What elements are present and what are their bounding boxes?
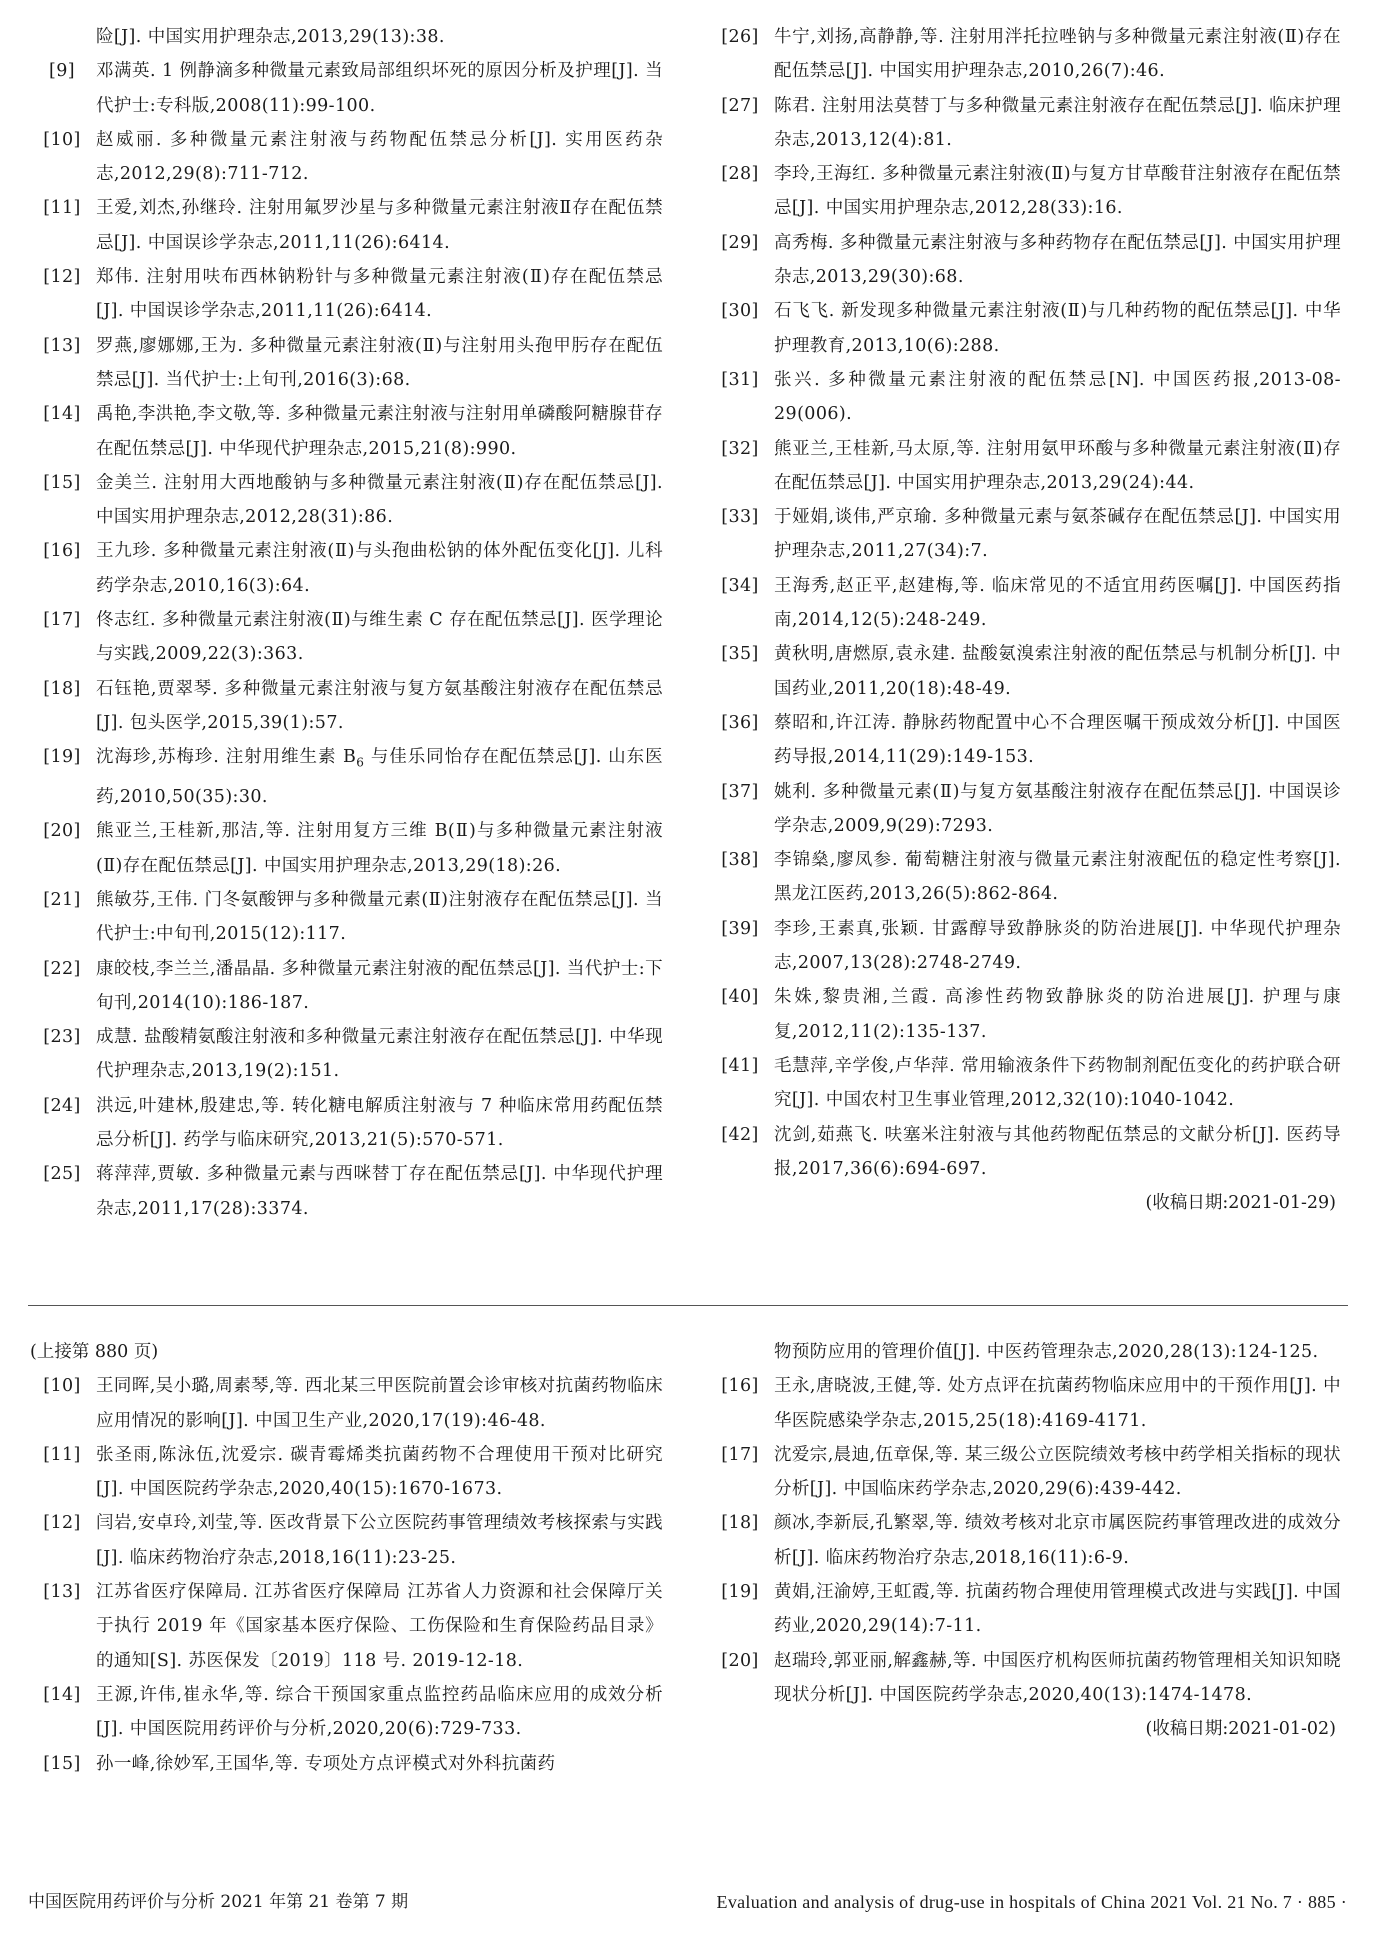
reference-item: [28, 1157, 663, 1226]
reference-item: [28, 952, 663, 1021]
reference-number: [34]: [721, 575, 759, 596]
reference-item: [706, 775, 1341, 844]
section-divider: [28, 1305, 1348, 1306]
reference-text: 熊亚兰,王桂新,马太原,等. 注射用氨甲环酸与多种微量元素注射液(Ⅱ)存在配伍禁忌[J]. 中国实用护理杂志,2013,29(24):44.: [774, 438, 1341, 493]
reference-text: 沈爱宗,晨迪,伍章保,等. 某三级公立医院绩效考核中药学相关指标的现状分析[J]. 中国临床药学杂志,2020,29(6):439-442.: [774, 1444, 1341, 1500]
reference-text: 石钰艳,贾翠琴. 多种微量元素注射液与复方氨基酸注射液存在配伍禁忌[J]. 包头医学,2015,39(1):57.: [96, 678, 663, 733]
reference-number: [21]: [43, 889, 81, 910]
reference-text: 蔡昭和,许江涛. 静脉药物配置中心不合理医嘱干预成效分析[J]. 中国医药导报,2014,11(29):149-153.: [774, 712, 1341, 768]
reference-number: [22]: [43, 958, 81, 979]
reference-number: [31]: [721, 369, 759, 390]
reference-item: [28, 260, 663, 329]
reference-text: 郑伟. 注射用呋布西林钠粉针与多种微量元素注射液(Ⅱ)存在配伍禁忌[J]. 中国误诊学杂志,2011,11(26):6414.: [96, 267, 663, 322]
reference-text: 王永,唐晓波,王健,等. 处方点评在抗菌药物临床应用中的干预作用[J]. 中华医院感染学杂志,2015,25(18):4169-4171.: [774, 1376, 1341, 1431]
reference-number: [14]: [43, 404, 81, 425]
reference-text: 赵威丽. 多种微量元素注射液与药物配伍禁忌分析[J]. 实用医药杂志,2012,29(8):711-712.: [96, 129, 663, 185]
reference-item: [28, 397, 663, 466]
reference-text: 闫岩,安卓玲,刘莹,等. 医改背景下公立医院药事管理绩效考核探索与实践[J]. 临床药物治疗杂志,2018,16(11):23-25.: [96, 1513, 663, 1568]
reference-text: 王源,许伟,崔永华,等. 综合干预国家重点监控药品临床应用的成效分析[J]. 中国医院用药评价与分析,2020,20(6):729-733.: [96, 1684, 663, 1740]
reference-number: [32]: [721, 438, 759, 459]
reference-item: [706, 912, 1341, 981]
bottom-left-column: [28, 1335, 663, 1781]
reference-text: 石飞飞. 新发现多种微量元素注射液(Ⅱ)与几种药物的配伍禁忌[J]. 中华护理教育,2013,10(6):288.: [774, 301, 1341, 356]
reference-text: 陈君. 注射用法莫替丁与多种微量元素注射液存在配伍禁忌[J]. 临床护理杂志,2013,12(4):81.: [774, 95, 1341, 150]
reference-number: [35]: [721, 644, 759, 665]
reference-text: 张兴. 多种微量元素注射液的配伍禁忌[N]. 中国医药报,2013-08-29(006).: [774, 369, 1341, 425]
reference-item: [706, 1438, 1341, 1507]
reference-number: [12]: [43, 1513, 81, 1534]
reference-number: [11]: [43, 198, 81, 219]
reference-text: 李锦燊,廖凤参. 葡萄糖注射液与微量元素注射液配伍的稳定性考察[J]. 黑龙江医药,2013,26(5):862-864.: [774, 850, 1341, 905]
reference-item: [28, 603, 663, 672]
received-date: (收稿日期:2021-01-02): [1145, 1719, 1336, 1740]
reference-item: [706, 432, 1341, 501]
reference-list: [28, 54, 663, 1226]
reference-text: 熊敏芬,王伟. 门冬氨酸钾与多种微量元素(Ⅱ)注射液存在配伍禁忌[J]. 当代护士:中旬刊,2015(12):117.: [96, 889, 663, 945]
reference-text: 康皎枝,李兰兰,潘晶晶. 多种微量元素注射液的配伍禁忌[J]. 当代护士:下旬刊,2014(10):186-187.: [96, 958, 663, 1013]
reference-number: [38]: [721, 850, 759, 871]
reference-text: 黄秋明,唐燃原,袁永建. 盐酸氨溴索注射液的配伍禁忌与机制分析[J]. 中国药业,2011,20(18):48-49.: [774, 644, 1341, 699]
reference-item: [28, 123, 663, 192]
reference-number: [20]: [43, 821, 81, 842]
reference-number: [10]: [43, 129, 81, 150]
reference-item: [706, 980, 1341, 1049]
reference-number: [23]: [43, 1027, 81, 1048]
top-left-column: [28, 20, 663, 1226]
reference-text: 赵瑞玲,郭亚丽,解鑫赫,等. 中国医疗机构医师抗菌药物管理相关知识知晓现状分析[J]. 中国医院药学杂志,2020,40(13):1474-1478.: [774, 1650, 1341, 1705]
reference-number: [9]: [49, 61, 75, 82]
reference-number: [15]: [43, 472, 81, 493]
reference-number: [36]: [721, 712, 759, 733]
reference-number: [19]: [721, 1582, 759, 1603]
reference-text: 黄娟,汪渝婷,王虹霞,等. 抗菌药物合理使用管理模式改进与实践[J]. 中国药业,2020,29(14):7-11.: [774, 1582, 1341, 1637]
reference-text: 江苏省医疗保障局. 江苏省医疗保障局 江苏省人力资源和社会保障厅关于执行 2019 年《国家基本医疗保险、工伤保险和生育保险药品目录》的通知[S]. 苏医保发〔2019〕118 号. 2019-12-18.: [96, 1582, 663, 1671]
reference-item: [706, 1644, 1341, 1713]
reference-number: [18]: [721, 1513, 759, 1534]
reference-number: [13]: [43, 335, 81, 356]
reference-number: [24]: [43, 1095, 81, 1116]
reference-item: [706, 1369, 1341, 1438]
reference-item: [28, 1506, 663, 1575]
reference-item: [706, 363, 1341, 432]
reference-number: [11]: [43, 1444, 81, 1465]
reference-number: [14]: [43, 1684, 81, 1705]
reference-item: [28, 1369, 663, 1438]
reference-text: 张圣雨,陈泳伍,沈爱宗. 碳青霉烯类抗菌药物不合理使用干预对比研究[J]. 中国医院药学杂志,2020,40(15):1670-1673.: [96, 1444, 663, 1500]
reference-text: 高秀梅. 多种微量元素注射液与多种药物存在配伍禁忌[J]. 中国实用护理杂志,2013,29(30):68.: [774, 232, 1341, 288]
reference-continuation: 险[J]. 中国实用护理杂志,2013,29(13):38.: [96, 27, 445, 47]
reference-item: [28, 1020, 663, 1089]
reference-number: [41]: [721, 1055, 759, 1076]
reference-item: [28, 1438, 663, 1507]
reference-list: [706, 1369, 1341, 1712]
reference-number: [33]: [721, 507, 759, 528]
reference-item: [28, 191, 663, 260]
reference-number: [10]: [43, 1376, 81, 1397]
reference-number: [40]: [721, 987, 759, 1008]
reference-number: [30]: [721, 301, 759, 322]
top-right-column: [706, 20, 1341, 1220]
reference-item: [28, 814, 663, 883]
reference-item: [706, 20, 1341, 89]
reference-item: [706, 706, 1341, 775]
reference-text: 朱姝,黎贵湘,兰霞. 高渗性药物致静脉炎的防治进展[J]. 护理与康复,2012,11(2):135-137.: [774, 987, 1341, 1042]
reference-text: 王爱,刘杰,孙继玲. 注射用氟罗沙星与多种微量元素注射液Ⅱ存在配伍禁忌[J]. 中国误诊学杂志,2011,11(26):6414.: [96, 198, 663, 253]
reference-item: [706, 1118, 1341, 1187]
reference-item: [28, 466, 663, 535]
bottom-right-column: [706, 1335, 1341, 1747]
reference-text: 王海秀,赵正平,赵建梅,等. 临床常见的不适宜用药医嘱[J]. 中国医药指南,2014,12(5):248-249.: [774, 575, 1341, 631]
reference-number: [28]: [721, 164, 759, 185]
reference-text: 蒋萍萍,贾敏. 多种微量元素与西咪替丁存在配伍禁忌[J]. 中华现代护理杂志,2011,17(28):3374.: [96, 1164, 663, 1219]
reference-number: [16]: [43, 541, 81, 562]
reference-list: [28, 1369, 663, 1781]
reference-number: [15]: [43, 1753, 81, 1774]
reference-item: [706, 294, 1341, 363]
reference-item: [28, 534, 663, 603]
reference-item: [706, 1575, 1341, 1644]
reference-item: [28, 1089, 663, 1158]
reference-number: [29]: [721, 232, 759, 253]
reference-text: 佟志红. 多种微量元素注射液(Ⅱ)与维生素 C 存在配伍禁忌[J]. 医学理论与实践,2009,22(3):363.: [96, 610, 663, 665]
reference-text: 邓满英. 1 例静滴多种微量元素致局部组织坏死的原因分析及护理[J]. 当代护士:专科版,2008(11):99-100.: [96, 61, 663, 116]
reference-text: 李珍,王素真,张颖. 甘露醇导致静脉炎的防治进展[J]. 中华现代护理杂志,2007,13(28):2748-2749.: [774, 918, 1341, 974]
reference-text: 金美兰. 注射用大西地酸钠与多种微量元素注射液(Ⅱ)存在配伍禁忌[J]. 中国实用护理杂志,2012,28(31):86.: [96, 472, 663, 528]
reference-item: [706, 1506, 1341, 1575]
reference-item: [706, 89, 1341, 158]
reference-text: 沈剑,茹燕飞. 呋塞米注射液与其他药物配伍禁忌的文献分析[J]. 医药导报,2017,36(6):694-697.: [774, 1124, 1341, 1179]
reference-number: [39]: [721, 918, 759, 939]
reference-text: 王同晖,吴小璐,周素琴,等. 西北某三甲医院前置会诊审核对抗菌药物临床应用情况的影响[J]. 中国卫生产业,2020,17(19):46-48.: [96, 1376, 663, 1431]
reference-number: [42]: [721, 1124, 759, 1145]
reference-item: [706, 226, 1341, 295]
reference-text: 毛慧萍,辛学俊,卢华萍. 常用输液条件下药物制剂配伍变化的药护联合研究[J]. 中国农村卫生事业管理,2012,32(10):1040-1042.: [774, 1055, 1341, 1111]
reference-item: [28, 1575, 663, 1678]
reference-number: [17]: [43, 610, 81, 631]
reference-item: [28, 1747, 663, 1781]
reference-item: [706, 637, 1341, 706]
reference-text: 姚利. 多种微量元素(Ⅱ)与复方氨基酸注射液存在配伍禁忌[J]. 中国误诊学杂志,2009,9(29):7293.: [774, 781, 1341, 836]
reference-item: [28, 329, 663, 398]
footer-journal-cn: 中国医院用药评价与分析 2021 年第 21 卷第 7 期: [28, 1892, 409, 1912]
reference-number: [12]: [43, 267, 81, 288]
reference-item: [28, 54, 663, 123]
reference-text: 成慧. 盐酸精氨酸注射液和多种微量元素注射液存在配伍禁忌[J]. 中华现代护理杂志,2013,19(2):151.: [96, 1027, 663, 1082]
reference-item: [706, 843, 1341, 912]
footer-journal-en: Evaluation and analysis of drug-use in hospitals of China 2021 Vol. 21 No. 7 · 885 ·: [716, 1892, 1347, 1912]
reference-continuation: 物预防应用的管理价值[J]. 中医药管理杂志,2020,28(13):124-125.: [774, 1342, 1319, 1362]
reference-text: 孙一峰,徐妙军,王国华,等. 专项处方点评模式对外科抗菌药: [96, 1753, 556, 1774]
reference-number: [37]: [721, 781, 759, 802]
reference-number: [20]: [721, 1650, 759, 1671]
reference-text: 沈海珍,苏梅珍. 注射用维生素 $B_6$ 与佳乐同怡存在配伍禁忌[J]. 山东医药,2010,50(35):30.: [96, 747, 663, 808]
reference-number: [17]: [721, 1444, 759, 1465]
reference-item: [706, 569, 1341, 638]
reference-item: [28, 740, 663, 814]
reference-number: [13]: [43, 1582, 81, 1603]
reference-number: [16]: [721, 1376, 759, 1397]
reference-number: [18]: [43, 678, 81, 699]
received-date: (收稿日期:2021-01-29): [1145, 1193, 1336, 1214]
reference-item: [28, 883, 663, 952]
reference-text: 王九珍. 多种微量元素注射液(Ⅱ)与头孢曲松钠的体外配伍变化[J]. 儿科药学杂志,2010,16(3):64.: [96, 541, 663, 596]
reference-text: 颜冰,李新辰,孔繁翠,等. 绩效考核对北京市属医院药事管理改进的成效分析[J]. 临床药物治疗杂志,2018,16(11):6-9.: [774, 1513, 1341, 1568]
reference-item: [706, 157, 1341, 226]
reference-text: 于娅娟,谈伟,严京瑜. 多种微量元素与氨茶碱存在配伍禁忌[J]. 中国实用护理杂志,2011,27(34):7.: [774, 507, 1341, 562]
reference-text: 罗燕,廖娜娜,王为. 多种微量元素注射液(Ⅱ)与注射用头孢甲肟存在配伍禁忌[J]. 当代护士:上旬刊,2016(3):68.: [96, 335, 663, 390]
reference-text: 禹艳,李洪艳,李文敬,等. 多种微量元素注射液与注射用单磷酸阿糖腺苷存在配伍禁忌[J]. 中华现代护理杂志,2015,21(8):990.: [96, 404, 663, 459]
reference-number: [27]: [721, 95, 759, 116]
reference-list: [706, 20, 1341, 1186]
continued-from-note: (上接第 880 页): [30, 1342, 159, 1362]
reference-text: 李玲,王海红. 多种微量元素注射液(Ⅱ)与复方甘草酸苷注射液存在配伍禁忌[J]. 中国实用护理杂志,2012,28(33):16.: [774, 164, 1341, 219]
reference-number: [26]: [721, 27, 759, 47]
reference-number: [25]: [43, 1164, 81, 1185]
reference-text: 熊亚兰,王桂新,那洁,等. 注射用复方三维 B(Ⅱ)与多种微量元素注射液(Ⅱ)存在配伍禁忌[J]. 中国实用护理杂志,2013,29(18):26.: [96, 821, 663, 876]
reference-item: [706, 1049, 1341, 1118]
reference-text: 洪远,叶建林,殷建忠,等. 转化糖电解质注射液与 7 种临床常用药配伍禁忌分析[J]. 药学与临床研究,2013,21(5):570-571.: [96, 1095, 663, 1150]
reference-item: [706, 500, 1341, 569]
reference-item: [28, 672, 663, 741]
reference-number: [19]: [43, 747, 81, 768]
reference-item: [28, 1678, 663, 1747]
reference-text: 牛宁,刘扬,高静静,等. 注射用泮托拉唑钠与多种微量元素注射液(Ⅱ)存在配伍禁忌[J]. 中国实用护理杂志,2010,26(7):46.: [774, 27, 1341, 82]
